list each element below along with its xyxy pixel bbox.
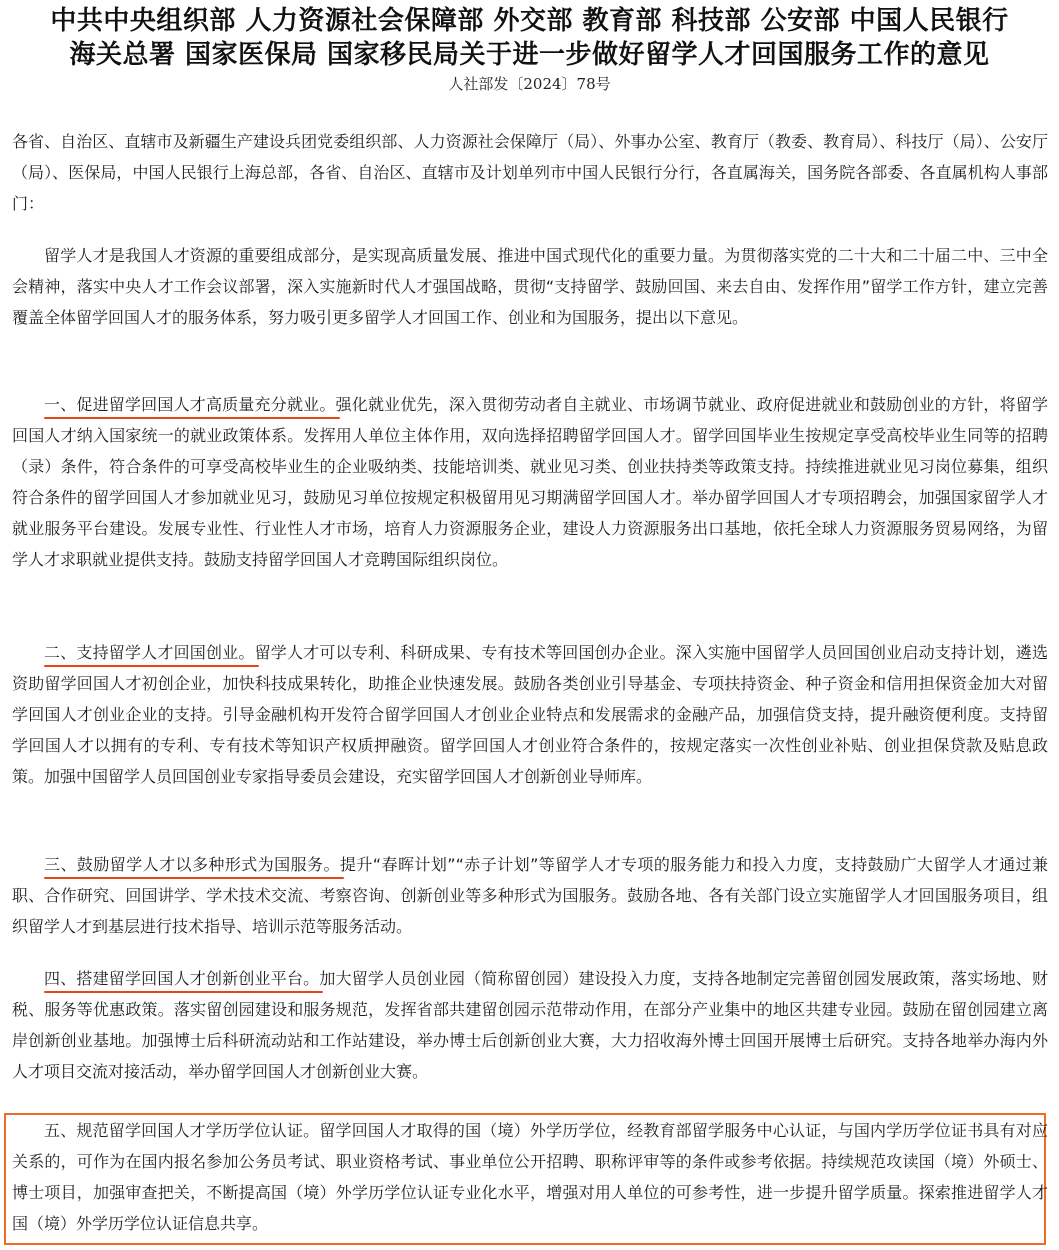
- document-number: 人社部发〔2024〕78号: [448, 75, 611, 93]
- section-1-body: 强化就业优先，深入贯彻劳动者自主就业、市场调节就业、政府促进就业和鼓励创业的方针，将留学回国人才纳入国家统一的就业政策体系。发挥用人单位主体作用，双向选择招聘留学回国人才。留学回国毕业生按规定享受高校毕业生同等的招聘（录）条件，符合条件的可享受高校毕业生的企业吸纳类、技能培训类、就业见习类、创业扶持类等政策支持。持续推进就业见习岗位募集，组织符合条件的留学回国人才参加就业见习，鼓励见习单位按规定积极留用见习期满留学回国人才。举办留学回国人才专项招聘会，加强国家留学人才就业服务平台建设。发展专业性、行业性人才市场，培育人力资源服务企业，建设人力资源服务出口基地，依托全球人力资源服务贸易网络，为留学人才求职就业提供支持。鼓励支持留学回国人才竞聘国际组织岗位。: [12, 395, 1048, 569]
- section-4: [12, 963, 1048, 1087]
- section-3-heading: [44, 855, 340, 874]
- section-3-heading-text: 三、鼓励留学人才以多种形式为国服务。: [44, 855, 340, 874]
- section-3-underline: [44, 877, 344, 879]
- title-block: [0, 4, 1059, 96]
- section-1: [12, 389, 1048, 575]
- addressees-block: [12, 126, 1048, 219]
- section-1-heading: [44, 395, 336, 414]
- section-2-heading: [44, 643, 255, 662]
- section-4-body: 加大留学人员创业园（简称留创园）建设投入力度，支持各地制定完善留创园发展政策，落实场地、财税、服务等优惠政策。落实留创园建设和服务规范，发挥省部共建留创园示范带动作用，在部分产业集中的地区共建专业园。鼓励在留创园建立离岸创新创业基地。加强博士后科研流动站和工作站建设，举办博士后创新创业大赛，大力招收海外博士回国开展博士后研究。支持各地举办海内外人才项目交流对接活动，举办留学回国人才创新创业大赛。: [12, 969, 1048, 1081]
- section-4-heading-text: 四、搭建留学回国人才创新创业平台。: [44, 969, 320, 988]
- intro-paragraph: 留学人才是我国人才资源的重要组成部分，是实现高质量发展、推进中国式现代化的重要力量。为贯彻落实党的二十大和二十届二中、三中全会精神，落实中央人才工作会议部署，深入实施新时代人才强国战略，贯彻“支持留学、鼓励回国、来去自由、发挥作用”留学工作方针，建立完善覆盖全体留学回国人才的服务体系，努力吸引更多留学人才回国工作、创业和为国服务，提出以下意见。: [12, 246, 1048, 327]
- document-title-line-2: 海关总署 国家医保局 国家移民局关于进一步做好留学人才回国服务工作的意见: [69, 40, 990, 70]
- section-4-underline: [44, 991, 323, 993]
- section-1-underline: [44, 417, 340, 419]
- section-3-paragraph: [12, 849, 1048, 942]
- section-2-body: 留学人才可以专利、科研成果、专有技术等回国创办企业。深入实施中国留学人员回国创业启动支持计划，遴选资助留学回国人才初创企业，加快科技成果转化，助推企业快速发展。鼓励各类创业引导基金、专项扶持资金、种子资金和信用担保资金加大对留学回国人才创业企业的支持。引导金融机构开发符合留学回国人才创业企业特点和发展需求的金融产品，加强信贷支持，提升融资便利度。支持留学回国人才以拥有的专利、专有技术等知识产权质押融资。留学回国人才创业符合条件的，按规定落实一次性创业补贴、创业担保贷款及贴息政策。加强中国留学人员回国创业专家指导委员会建设，充实留学回国人才创新创业导师库。: [12, 643, 1048, 786]
- section-2-underline: [44, 665, 259, 667]
- section-5-paragraph: [12, 1115, 1048, 1239]
- section-3: [12, 849, 1048, 942]
- section-1-heading-text: 一、促进留学回国人才高质量充分就业。: [44, 395, 336, 414]
- section-5-heading: 五、规范留学回国人才学历学位认证。: [44, 1121, 320, 1140]
- section-2-heading-text: 二、支持留学人才回国创业。: [44, 643, 255, 662]
- section-4-paragraph: [12, 963, 1048, 1087]
- section-5-body: 留学回国人才取得的国（境）外学历学位，经教育部留学服务中心认证，与国内学历学位证书具有对应关系的，可作为在国内报名参加公务员考试、职业资格考试、事业单位公开招聘、职称评审等的条件或参考依据。持续规范攻读国（境）外硕士、博士项目，加强审查把关，不断提高国（境）外学历学位认证专业化水平，增强对用人单位的可参考性，进一步提升留学质量。探索推进留学人才国（境）外学历学位认证信息共享。: [12, 1121, 1048, 1233]
- document-title-line-1: 中共中央组织部 人力资源社会保障部 外交部 教育部 科技部 公安部 中国人民银行: [50, 6, 1009, 36]
- section-5: [12, 1115, 1048, 1239]
- section-2-paragraph: [12, 637, 1048, 792]
- addressees: 各省、自治区、直辖市及新疆生产建设兵团党委组织部、人力资源社会保障厅（局）、外事办公室、教育厅（教委、教育局）、科技厅（局）、公安厅（局）、医保局，中国人民银行上海总部，各省、自治区、直辖市及计划单列市中国人民银行分行，各直属海关，国务院各部委、各直属机构人事部门：: [12, 132, 1048, 213]
- section-1-paragraph: [12, 389, 1048, 575]
- section-4-heading: [44, 969, 319, 988]
- section-2: [12, 637, 1048, 792]
- section-3-body: 提升“春晖计划”“赤子计划”等留学人才专项的服务能力和投入力度，支持鼓励广大留学人才通过兼职、合作研究、回国讲学、学术技术交流、考察咨询、创新创业等多种形式为国服务。鼓励各地、各有关部门设立实施留学人才回国服务项目，组织留学人才到基层进行技术指导、培训示范等服务活动。: [12, 855, 1048, 936]
- intro-block: [12, 240, 1048, 333]
